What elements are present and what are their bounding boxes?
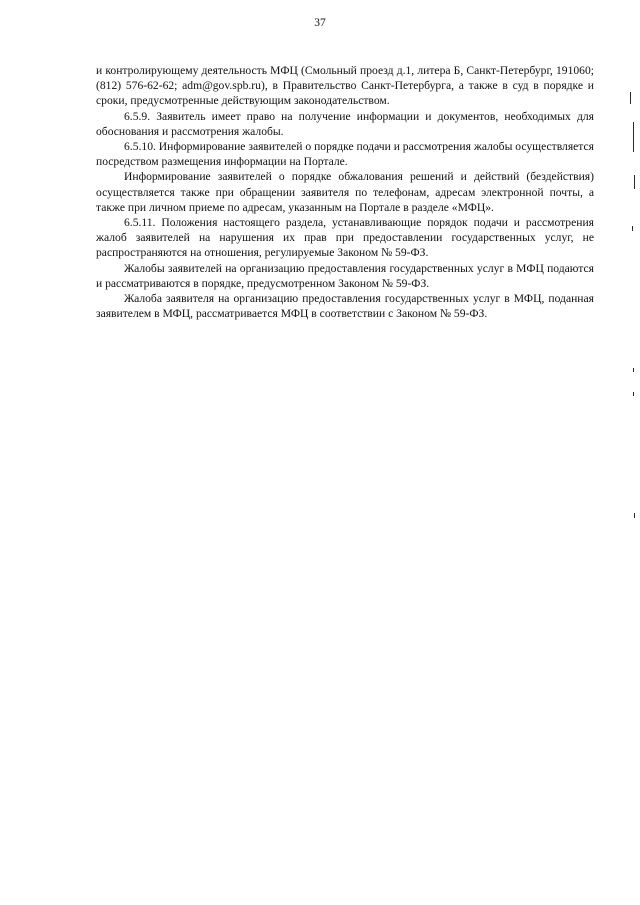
paragraph-complaints-submitted: Жалобы заявителей на организацию предоставления государственных услуг в МФЦ подаются и рассматриваются в порядке, предусмотренном Законом № 59-ФЗ.	[96, 261, 594, 290]
scan-artifact	[632, 226, 633, 231]
scan-artifact	[630, 92, 631, 104]
paragraph-6-5-11: 6.5.11. Положения настоящего раздела, устанавливающие порядок подачи и рассмотрения жалоб заявителей на нарушения их прав при предоставлении государственных услуг, не распространяются на отношения, регулируемые Законом № 59-ФЗ.	[96, 216, 594, 260]
paragraph-continuation: и контролирующему деятельность МФЦ (Смольный проезд д.1, литера Б, Санкт-Петербург, 191060; (812) 576-62-62; adm@gov.spb.ru), в Правительство Санкт-Петербурга, а также в суд в порядке и сроки, предусмотренные действующим законодательством.	[96, 64, 594, 108]
paragraph-complaint-mfc: Жалоба заявителя на организацию предоставления государственных услуг в МФЦ, поданная заявителем в МФЦ, рассматривается МФЦ в соответствии с Законом № 59-ФЗ.	[96, 292, 594, 321]
scan-artifact	[633, 392, 634, 396]
scan-artifact	[634, 175, 635, 189]
page-number: 37	[314, 17, 326, 29]
scan-artifact	[633, 122, 634, 152]
paragraph-6-5-10: 6.5.10. Информирование заявителей о порядке подачи и рассмотрения жалобы осуществляется посредством размещения информации на Портале.	[96, 140, 594, 169]
document-body	[96, 63, 594, 321]
paragraph-informing: Информирование заявителей о порядке обжалования решений и действий (бездействия) осуществляется также при обращении заявителя по телефонам, адресам электронной почты, а также при личном приеме по адресам, указанным на Портале в разделе «МФЦ».	[96, 170, 594, 214]
scan-artifact	[634, 513, 635, 518]
scan-artifact	[633, 368, 634, 372]
paragraph-6-5-9: 6.5.9. Заявитель имеет право на получение информации и документов, необходимых для обоснования и рассмотрения жалобы.	[96, 109, 594, 138]
